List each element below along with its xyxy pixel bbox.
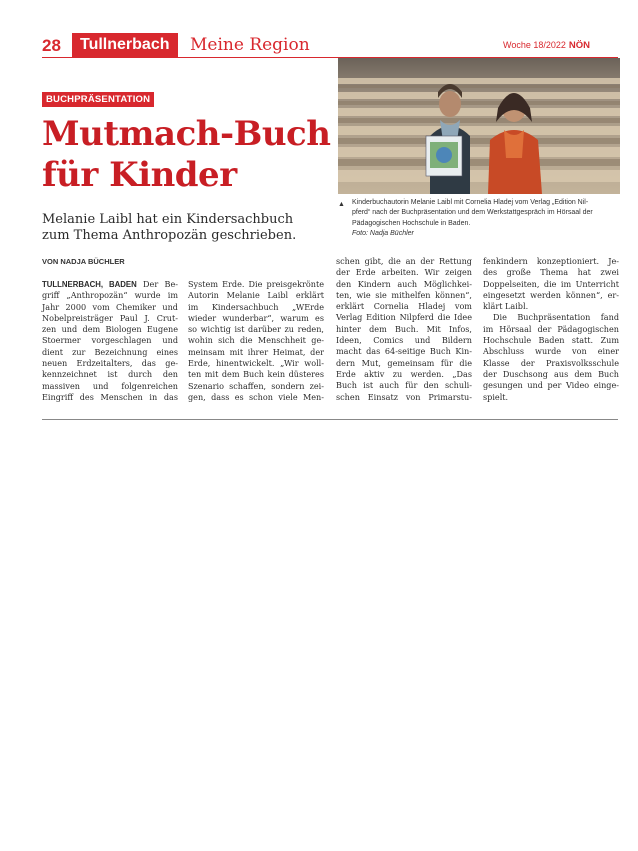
body-line: Buch ist auch für den schuli- <box>336 380 472 391</box>
subhead-line: Melanie Laibl hat ein Kindersachbuch <box>42 212 294 227</box>
body-line: Abschluss wurde von einer <box>483 346 619 357</box>
body-line: der Erde arbeiten. Wir zeigen <box>336 267 472 278</box>
subheadline <box>42 212 332 244</box>
body-line: klärt Laibl. <box>483 301 529 312</box>
body-column-4 <box>483 256 619 403</box>
body-line: schen Einsatz von Primarstu- <box>336 391 472 402</box>
body-line: dient zur Bezeichnung eines <box>42 346 178 357</box>
body-line: der Duschsong aus dem Buch <box>483 368 619 379</box>
body-line: kennzeichnet ist durch den <box>42 369 178 380</box>
body-line: zen und dem Biologen Eugene <box>42 324 178 335</box>
body-line: eingesetzt werden können“, er- <box>483 289 619 300</box>
body-line: massiven und folgenreichen <box>42 380 178 391</box>
body-line: des große Thema hat zwei <box>483 267 619 278</box>
body-line: Doppelseiten, die im Unterricht <box>483 278 619 289</box>
body-line: Die Buchpräsentation fand <box>493 312 619 323</box>
body-line: Nobelpreisträger Paul J. Crut- <box>42 312 178 323</box>
issue-week <box>503 40 590 51</box>
body-line: griff „Anthropozän“ wurde im <box>42 290 178 301</box>
headline <box>42 114 332 196</box>
body-line: Ideen, Comics und Bildern <box>336 335 472 346</box>
kicker-label: BUCHPRÄSENTATION <box>42 92 154 107</box>
headline-line: Mutmach-Buch <box>42 114 331 154</box>
body-line: spielt. <box>483 391 509 402</box>
brand-label: NÖN <box>568 40 590 51</box>
body-line: Klasse der Praxisvolksschule <box>483 357 619 368</box>
body-line: gesungen und per Video einge- <box>483 380 619 391</box>
body-column-2 <box>188 279 324 403</box>
caption-line: pferd“ nach der Buchpräsentation und dem Werkstattgespräch im Hörsaal der <box>352 209 593 217</box>
week-label: Woche 18/2022 <box>502 40 566 50</box>
body-line: Verlag Edition Nilpferd die Idee <box>336 312 472 323</box>
body-line: macht das 64-seitige Buch Kin- <box>336 346 472 357</box>
body-line: Stoermer vorgeschlagen und <box>42 335 178 346</box>
body-text: Der Be- <box>136 279 178 289</box>
bottom-rule <box>42 419 618 420</box>
body-line: ten, wie sie mithelfen können“, <box>336 289 472 300</box>
body-line: Eingriff des Menschen in das <box>42 391 178 402</box>
section-tag: Tullnerbach <box>72 33 178 57</box>
body-line: Szenario schaffen, sondern zei- <box>188 380 324 391</box>
page-number: 28 <box>42 36 61 55</box>
photo-caption <box>338 198 620 240</box>
caption-arrow-icon: ▲ <box>338 201 345 208</box>
body-line: System Erde. Die preisgekrönte <box>188 279 324 289</box>
body-line: Jahr 2000 vom Chemiker und <box>42 301 178 312</box>
body-line: Hochschule Baden statt. Zum <box>483 335 619 346</box>
byline: VON NADJA BÜCHLER <box>42 257 125 266</box>
caption-line: Pädagogischen Hochschule in Baden. <box>352 219 471 227</box>
body-line: im Hörsaal der Pädagogischen <box>483 323 619 334</box>
region-label: Meine Region <box>190 35 310 55</box>
photo-credit: Foto: Nadja Büchler <box>352 230 414 238</box>
body-line: wieder wunderbar“, warum es <box>188 312 324 323</box>
body-line: im Kindersachbuch „WErde <box>188 301 324 312</box>
photo-illustration <box>338 58 620 194</box>
body-column-1 <box>42 279 178 403</box>
body-line <box>42 279 178 290</box>
body-line: schen gibt, die an der Rettung <box>336 256 472 266</box>
body-line: wohin sich die Menschheit ge- <box>188 335 324 346</box>
body-line: dern Mut, gemeinsam für die <box>336 357 472 368</box>
body-line: neuen Erdzeitalters, das ge- <box>42 358 178 369</box>
body-line: hinter dem Buch. Mit Infos, <box>336 323 472 334</box>
dateline: TULLNERBACH, BADEN <box>42 280 137 289</box>
body-column-3 <box>336 256 472 403</box>
body-line: Erde, hinentwickelt. „Wir woll- <box>188 358 324 369</box>
body-line: den Kindern auch Möglichkei- <box>336 278 472 289</box>
caption-text <box>352 198 620 229</box>
body-line: gen, dass es schon viele Men- <box>188 391 324 402</box>
body-line: ten mit dem Buch kein düsteres <box>188 369 324 380</box>
article-photo <box>338 58 620 194</box>
body-line: fenkindern konzeptioniert. Je- <box>483 256 619 266</box>
body-line: Erde aktiv zu werden. „Das <box>336 368 472 379</box>
body-line: erklärt Cornelia Hladej vom <box>336 301 472 312</box>
caption-line: Kinderbuchautorin Melanie Laibl mit Cornelia Hladej vom Verlag „Edition Nil- <box>352 199 589 206</box>
body-line: meinsam mit ihrer Heimat, der <box>188 346 324 357</box>
subhead-line: zum Thema Anthropozän geschrieben. <box>42 228 297 243</box>
headline-line: für Kinder <box>42 155 237 195</box>
body-line: Autorin Melanie Laibl erklärt <box>188 290 324 301</box>
body-line: so wichtig ist darüber zu reden, <box>188 324 324 335</box>
